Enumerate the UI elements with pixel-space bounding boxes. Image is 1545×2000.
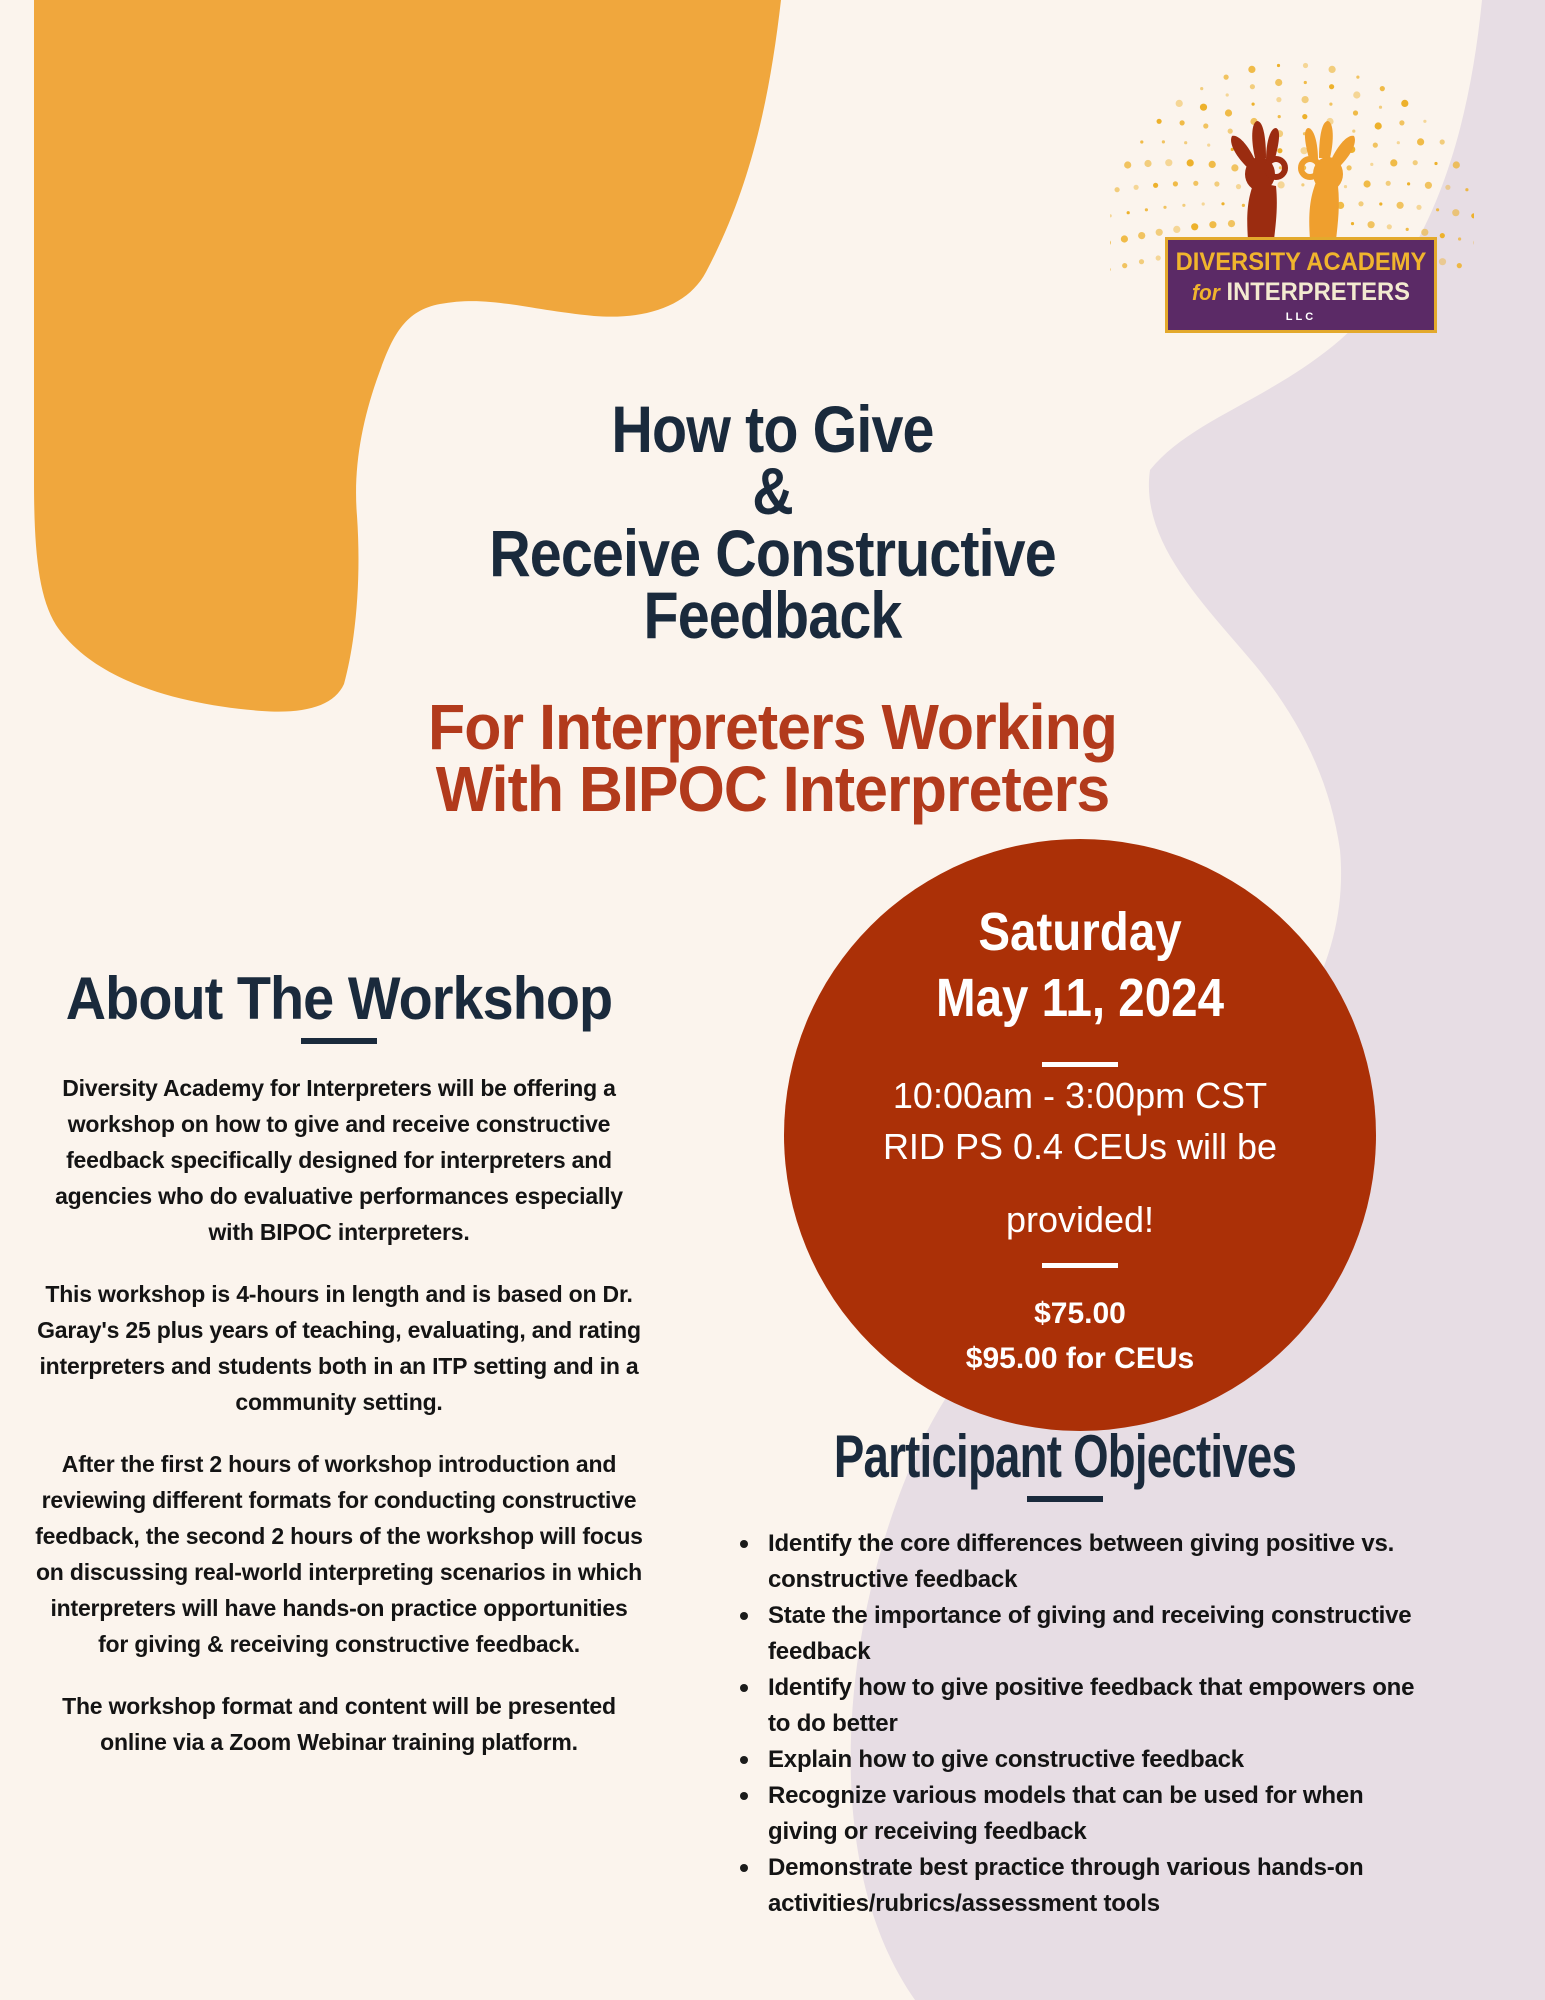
event-time: 10:00am - 3:00pm CST <box>892 1075 1268 1116</box>
page-title <box>0 392 1545 652</box>
logo-line2-for: for <box>1192 280 1220 305</box>
subtitle-line-2: With BIPOC Interpreters <box>435 753 1110 825</box>
about-heading-underline <box>301 1038 377 1044</box>
about-paragraph-4: The workshop format and content will be presented online via a Zoom Webinar training platform. <box>62 1693 616 1755</box>
about-paragraph-2: This workshop is 4-hours in length and is based on Dr. Garay's 25 plus years of teaching, evaluating, and rating interpreters and students both in an ITP setting and in a community setting. <box>37 1281 641 1415</box>
about-paragraph-1: Diversity Academy for Interpreters will be offering a workshop on how to give and receive constructive feedback specifically designed for interpreters and agencies who do evaluative performances especially with BIPOC interpreters. <box>55 1075 623 1245</box>
event-price-ceu: $95.00 for CEUs <box>965 1342 1195 1375</box>
logo-line2 <box>1175 278 1428 307</box>
event-details-circle <box>784 839 1376 1431</box>
title-line-1: How to Give <box>611 392 934 466</box>
objectives-section <box>700 1424 1430 1922</box>
objectives-list <box>700 1526 1430 1922</box>
about-paragraph-3: After the first 2 hours of workshop introduction and reviewing different formats for conducting constructive feedback, the second 2 hours of the workshop will focus on discussing real-world interpreting scenarios in which interpreters will have hands-on practice opportunities for giving & receiving constructive feedback. <box>35 1451 643 1657</box>
objective-item: Demonstrate best practice through various hands-on activities/rubrics/assessment tools <box>740 1850 1430 1922</box>
event-day: Saturday <box>978 902 1182 962</box>
page-subtitle <box>0 691 1545 825</box>
objective-item: Identify how to give positive feedback that empowers one to do better <box>740 1670 1430 1742</box>
event-ceu-line2: provided! <box>1005 1199 1155 1240</box>
objective-item: Explain how to give constructive feedback <box>740 1742 1430 1778</box>
about-heading: About The Workshop <box>65 965 613 1032</box>
subtitle-line-1: For Interpreters Working <box>428 691 1117 763</box>
objectives-heading: Participant Objectives <box>833 1423 1297 1490</box>
logo-line3: LLC <box>1285 311 1317 323</box>
title-line-2: & <box>752 454 793 528</box>
objective-item: Recognize various models that can be used for when giving or receiving feedback <box>740 1778 1430 1850</box>
logo-line1: DIVERSITY ACADEMY <box>1175 248 1427 276</box>
circle-divider-top <box>784 1054 1376 1072</box>
title-line-3: Receive Constructive <box>489 516 1056 590</box>
objective-item: Identify the core differences between giving positive vs. constructive feedback <box>740 1526 1430 1598</box>
objectives-heading-underline <box>1027 1496 1103 1502</box>
logo-line2-rest: INTERPRETERS <box>1219 278 1410 306</box>
circle-divider-bottom <box>784 1255 1376 1273</box>
about-section <box>33 966 645 1760</box>
event-date: May 11, 2024 <box>935 968 1225 1028</box>
title-line-4: Feedback <box>643 578 902 652</box>
objective-item: State the importance of giving and receiving constructive feedback <box>740 1598 1430 1670</box>
event-ceu-line1: RID PS 0.4 CEUs will be <box>882 1126 1278 1167</box>
event-price: $75.00 <box>1034 1297 1126 1330</box>
logo-hands-icon <box>1218 108 1368 240</box>
logo-box <box>1165 237 1437 333</box>
